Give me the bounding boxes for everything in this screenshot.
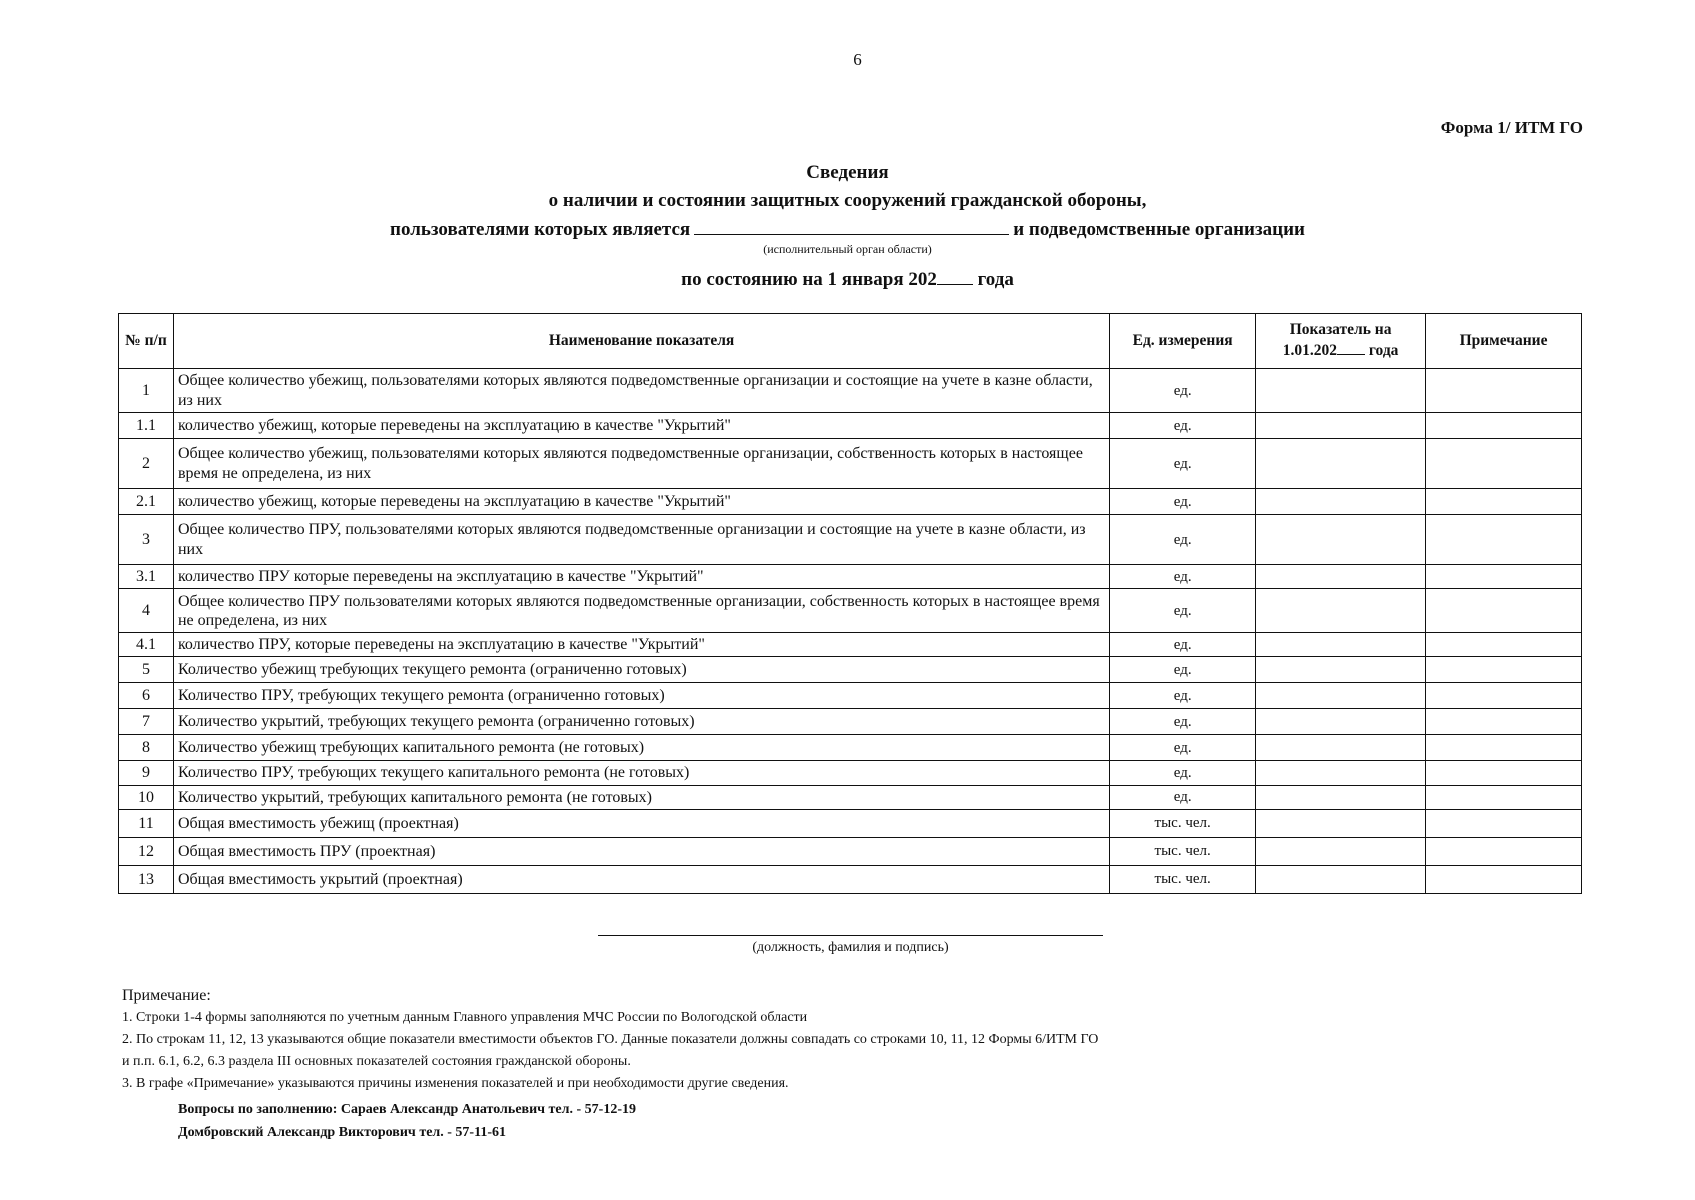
header-note: Примечание [1426, 314, 1582, 369]
row-name: количество убежищ, которые переведены на эксплуатацию в качестве "Укрытий" [173, 489, 1109, 515]
table-row [119, 837, 1582, 865]
row-name: Общая вместимость укрытий (проектная) [173, 865, 1109, 893]
row-num: 13 [119, 865, 174, 893]
subtitle-line: о наличии и состоянии защитных сооружений гражданской обороны, [548, 190, 1147, 211]
header-year-blank [1337, 340, 1365, 355]
row-num: 2.1 [119, 489, 174, 515]
row-unit: ед. [1110, 439, 1256, 489]
table-row [119, 369, 1582, 413]
header-value-line2-prefix: 1.01.202 [1282, 342, 1337, 359]
table-header-row [119, 314, 1582, 369]
row-name: количество убежищ, которые переведены на эксплуатацию в качестве "Укрытий" [173, 413, 1109, 439]
row-value-cell[interactable] [1256, 413, 1426, 439]
row-num: 9 [119, 761, 174, 785]
row-note-cell[interactable] [1426, 633, 1582, 657]
row-note-cell[interactable] [1426, 809, 1582, 837]
row-unit: ед. [1110, 589, 1256, 633]
row-value-cell[interactable] [1256, 515, 1426, 565]
row-name: Общее количество ПРУ пользователями которых являются подведомственные организации, собственность которых в настоящее время не определена, из них [173, 589, 1109, 633]
date-line-suffix: года [977, 269, 1014, 290]
table-row [119, 439, 1582, 489]
row-name: Общая вместимость ПРУ (проектная) [173, 837, 1109, 865]
table-row [119, 809, 1582, 837]
notes-section [122, 985, 1098, 1095]
row-unit: ед. [1110, 785, 1256, 809]
row-num: 6 [119, 683, 174, 709]
row-num: 8 [119, 735, 174, 761]
form-code: Форма 1/ ИТМ ГО [1440, 118, 1583, 137]
table-row [119, 865, 1582, 893]
contacts-section [178, 1098, 636, 1144]
row-note-cell[interactable] [1426, 413, 1582, 439]
table-row [119, 633, 1582, 657]
row-note-cell[interactable] [1426, 565, 1582, 589]
row-value-cell[interactable] [1256, 489, 1426, 515]
row-unit: ед. [1110, 489, 1256, 515]
row-value-cell[interactable] [1256, 657, 1426, 683]
row-value-cell[interactable] [1256, 735, 1426, 761]
row-name: Общее количество убежищ, пользователями которых являются подведомственные организации и состоящие на учете в казне области, из них [173, 369, 1109, 413]
row-value-cell[interactable] [1256, 809, 1426, 837]
row-name: Общее количество убежищ, пользователями которых являются подведомственные организации, собственность которых в настоящее время не определена, из них [173, 439, 1109, 489]
row-unit: ед. [1110, 565, 1256, 589]
header-num: № п/п [119, 314, 174, 369]
row-unit: ед. [1110, 369, 1256, 413]
row-name: Количество ПРУ, требующих текущего ремонта (ограниченно готовых) [173, 683, 1109, 709]
row-name: Общее количество ПРУ, пользователями которых являются подведомственные организации и состоящие на учете в казне области, из них [173, 515, 1109, 565]
row-num: 7 [119, 709, 174, 735]
row-name: количество ПРУ которые переведены на эксплуатацию в качестве "Укрытий" [173, 565, 1109, 589]
row-value-cell[interactable] [1256, 761, 1426, 785]
title-heading: Сведения [806, 162, 889, 183]
table-row [119, 489, 1582, 515]
row-note-cell[interactable] [1426, 735, 1582, 761]
row-unit: тыс. чел. [1110, 809, 1256, 837]
date-line-prefix: по состоянию на 1 января 202 [681, 269, 937, 290]
table-row [119, 565, 1582, 589]
row-name: Общая вместимость убежищ (проектная) [173, 809, 1109, 837]
row-num: 1 [119, 369, 174, 413]
row-value-cell[interactable] [1256, 865, 1426, 893]
users-line [0, 216, 1695, 241]
row-value-cell[interactable] [1256, 683, 1426, 709]
row-note-cell[interactable] [1426, 709, 1582, 735]
row-note-cell[interactable] [1426, 761, 1582, 785]
table-row [119, 515, 1582, 565]
row-note-cell[interactable] [1426, 865, 1582, 893]
table-row [119, 589, 1582, 633]
table-row [119, 735, 1582, 761]
organ-field-caption: (исполнительный орган области) [763, 242, 932, 256]
row-name: Количество укрытий, требующих капитального ремонта (не готовых) [173, 785, 1109, 809]
row-num: 1.1 [119, 413, 174, 439]
row-value-cell[interactable] [1256, 785, 1426, 809]
row-unit: ед. [1110, 633, 1256, 657]
signature-caption: (должность, фамилия и подпись) [752, 940, 949, 955]
row-value-cell[interactable] [1256, 633, 1426, 657]
note-item: 3. В графе «Примечание» указываются причины изменения показателей и при необходимости другие сведения. [122, 1076, 789, 1091]
page-number: 6 [853, 50, 862, 69]
header-value [1256, 314, 1426, 369]
row-name: количество ПРУ, которые переведены на эксплуатацию в качестве "Укрытий" [173, 633, 1109, 657]
table-row [119, 709, 1582, 735]
row-num: 10 [119, 785, 174, 809]
row-value-cell[interactable] [1256, 439, 1426, 489]
row-note-cell[interactable] [1426, 785, 1582, 809]
signature-line[interactable] [598, 935, 1103, 936]
row-unit: ед. [1110, 761, 1256, 785]
header-value-line2-suffix: года [1368, 342, 1399, 359]
row-note-cell[interactable] [1426, 589, 1582, 633]
row-value-cell[interactable] [1256, 369, 1426, 413]
row-unit: ед. [1110, 709, 1256, 735]
date-line [0, 268, 1695, 291]
table-row [119, 785, 1582, 809]
row-num: 11 [119, 809, 174, 837]
row-unit: ед. [1110, 735, 1256, 761]
note-item: 1. Строки 1-4 формы заполняются по учетным данным Главного управления МЧС России по Вологодской области [122, 1010, 808, 1025]
table-row [119, 413, 1582, 439]
row-num: 4.1 [119, 633, 174, 657]
row-num: 3.1 [119, 565, 174, 589]
row-unit: ед. [1110, 683, 1256, 709]
header-unit: Ед. измерения [1110, 314, 1256, 369]
row-num: 4 [119, 589, 174, 633]
row-name: Количество убежищ требующих текущего ремонта (ограниченно готовых) [173, 657, 1109, 683]
row-name: Количество укрытий, требующих текущего ремонта (ограниченно готовых) [173, 709, 1109, 735]
year-blank-field[interactable] [937, 268, 973, 285]
row-num: 5 [119, 657, 174, 683]
row-value-cell[interactable] [1256, 565, 1426, 589]
organ-blank-field[interactable] [694, 216, 1009, 235]
row-note-cell[interactable] [1426, 439, 1582, 489]
row-unit: ед. [1110, 413, 1256, 439]
row-value-cell[interactable] [1256, 589, 1426, 633]
row-unit: тыс. чел. [1110, 865, 1256, 893]
row-note-cell[interactable] [1426, 657, 1582, 683]
users-line-suffix: и подведомственные организации [1013, 219, 1305, 240]
row-note-cell[interactable] [1426, 837, 1582, 865]
table-row [119, 683, 1582, 709]
note-item: 2. По строкам 11, 12, 13 указываются общие показатели вместимости объектов ГО. Данные показатели должны совпадать со строками 10, 11, 12 Формы 6/ИТМ ГО [122, 1032, 1099, 1047]
row-note-cell[interactable] [1426, 489, 1582, 515]
row-note-cell[interactable] [1426, 683, 1582, 709]
row-value-cell[interactable] [1256, 709, 1426, 735]
row-unit: ед. [1110, 657, 1256, 683]
row-num: 2 [119, 439, 174, 489]
users-line-prefix: пользователями которых является [390, 219, 691, 240]
row-unit: тыс. чел. [1110, 837, 1256, 865]
table-row [119, 761, 1582, 785]
row-note-cell[interactable] [1426, 515, 1582, 565]
table-row [119, 657, 1582, 683]
row-name: Количество ПРУ, требующих текущего капитального ремонта (не готовых) [173, 761, 1109, 785]
notes-title: Примечание: [122, 987, 211, 1004]
row-unit: ед. [1110, 515, 1256, 565]
row-name: Количество убежищ требующих капитального ремонта (не готовых) [173, 735, 1109, 761]
note-item: и п.п. 6.1, 6.2, 6.3 раздела III основных показателей состояния гражданской обороны. [122, 1054, 631, 1069]
row-value-cell[interactable] [1256, 837, 1426, 865]
row-num: 12 [119, 837, 174, 865]
contact-line: Вопросы по заполнению: Сараев Александр Анатольевич тел. - 57-12-19 [178, 1102, 636, 1117]
contact-line: Домбровский Александр Викторович тел. - 57-11-61 [178, 1125, 506, 1140]
indicators-table [118, 313, 1582, 894]
header-name: Наименование показателя [173, 314, 1109, 369]
row-note-cell[interactable] [1426, 369, 1582, 413]
row-num: 3 [119, 515, 174, 565]
header-value-line1: Показатель на [1289, 321, 1392, 339]
